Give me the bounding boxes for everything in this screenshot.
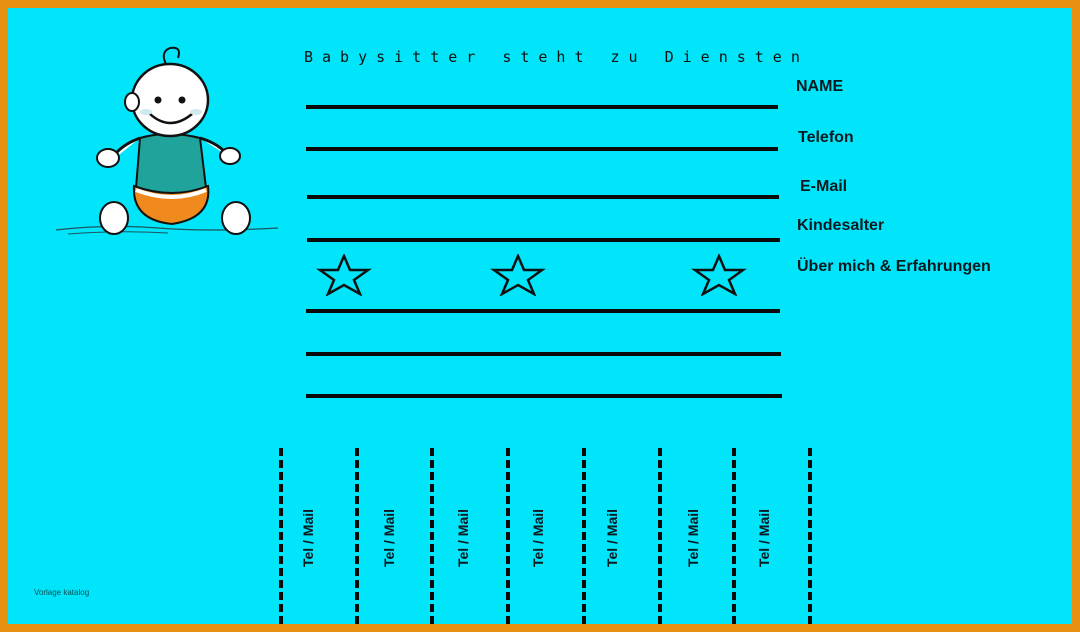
flyer-title: Babysitter steht zu Diensten (304, 48, 809, 66)
watermark: Vorlage katalog (34, 588, 90, 597)
tear-off-separator (658, 448, 662, 624)
tear-off-tab[interactable] (752, 468, 776, 608)
label-email: E-Mail (800, 178, 848, 195)
tear-off-label: Tel / Mail (300, 508, 316, 568)
tear-off-tab[interactable] (681, 468, 705, 608)
about-line-2 (306, 352, 781, 356)
tear-off-label: Tel / Mail (381, 508, 397, 568)
about-line-3 (306, 394, 782, 398)
babysitter-flyer (8, 8, 1072, 624)
about-line-1 (306, 309, 780, 313)
tear-off-label: Tel / Mail (455, 508, 471, 568)
tear-off-label: Tel / Mail (530, 508, 546, 568)
tear-off-separator (732, 448, 736, 624)
tear-off-separator (808, 448, 812, 624)
tear-off-separator (355, 448, 359, 624)
label-about: Über mich & Erfahrungen (797, 258, 991, 275)
tear-off-label: Tel / Mail (604, 508, 620, 568)
baby-illustration (48, 38, 288, 248)
kids-age-line (307, 238, 780, 242)
star-icon (316, 254, 372, 296)
tear-off-label: Tel / Mail (756, 508, 772, 568)
label-phone: Telefon (798, 129, 854, 146)
star-icon (691, 254, 747, 296)
tear-off-separator (279, 448, 283, 624)
tear-off-separator (430, 448, 434, 624)
email-line (307, 195, 779, 199)
label-kids-age: Kindesalter (797, 217, 885, 234)
phone-line (306, 147, 778, 151)
tear-off-tab[interactable] (377, 468, 401, 608)
tear-off-tab[interactable] (526, 468, 550, 608)
tear-off-label: Tel / Mail (685, 508, 701, 568)
label-name: NAME (796, 78, 844, 95)
star-icon (490, 254, 546, 296)
name-line (306, 105, 778, 109)
tear-off-tab[interactable] (296, 468, 320, 608)
tear-off-separator (582, 448, 586, 624)
tear-off-tab[interactable] (451, 468, 475, 608)
tear-off-separator (506, 448, 510, 624)
tear-off-tab[interactable] (600, 468, 624, 608)
